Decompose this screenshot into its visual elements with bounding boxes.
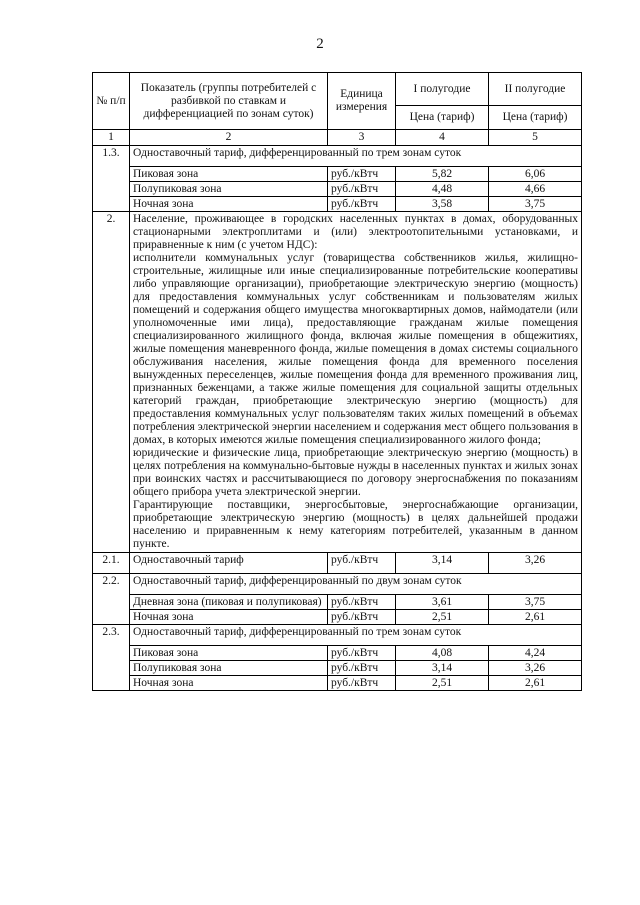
price-first-half: 4,08 (396, 646, 489, 661)
page-number: 2 (316, 36, 324, 52)
zone-name: Ночная зона (130, 676, 328, 691)
zone-name: Полупиковая зона (130, 661, 328, 676)
header-price-second: Цена (тариф) (489, 106, 582, 130)
description-paragraph: юридические и физические лица, приобретающие электрическую энергию (мощность) в целях потребления на коммунально-бытовые нужды в населенных пунктах и жилых зонах при воинских частях и рассчитывающиеся по договору энергоснабжения по показаниям общего прибора учета электрической энергии. (133, 447, 578, 498)
price-second-half: 4,24 (489, 646, 582, 661)
price-first-half: 3,58 (396, 197, 489, 212)
price-first-half: 3,61 (396, 595, 489, 610)
column-index: 2 (130, 130, 328, 146)
price-second-half: 4,66 (489, 182, 582, 197)
section-row (93, 212, 582, 553)
unit-cell: руб./кВтч (328, 661, 396, 676)
price-second-half: 3,75 (489, 595, 582, 610)
column-index: 1 (93, 130, 130, 146)
header-price-first: Цена (тариф) (396, 106, 489, 130)
price-second-half: 3,75 (489, 197, 582, 212)
table-row (93, 182, 582, 197)
section-title: Одноставочный тариф, дифференцированный по трем зонам суток (130, 625, 582, 646)
table-row (93, 646, 582, 661)
price-first-half: 3,14 (396, 661, 489, 676)
section-number: 2.3. (93, 625, 130, 691)
description-paragraph: исполнители коммунальных услуг (товарищества собственников жилья, жилищно-строительные, жилищные или иные специализированные потребительские кооперативы либо управляющие организации), приобретающие электрическую энергию (мощность) для предоставления коммунальных услуг собственникам и пользователям жилых помещений и содержания общего имущества многоквартирных домов, наймодатели (или уполномоченные ими лица), предоставляющие гражданам жилые помещения специализированного жилищного фонда, включая жилые помещения в общежитиях, жилые помещения маневренного фонда, жилые помещения в домах системы социального обслуживания населения, жилые помещения фонда для временного поселения вынужденных переселенцев, жилые помещения фонда для временного проживания лиц, признанных беженцами, а также жилые помещения для социальной защиты отдельных категорий граждан, приобретающие электрическую энергию (мощность) для предоставления коммунальных услуг пользователям таких жилых помещений в объемах потребления электрической энергии населением и содержания мест общего пользования в домах, в которых имеются жилые помещения специализированного жилого фонда; (133, 252, 578, 446)
zone-name: Ночная зона (130, 610, 328, 625)
column-index-row (93, 130, 582, 146)
section-row (93, 146, 582, 167)
unit-cell: руб./кВтч (328, 167, 396, 182)
price-second-half: 3,26 (489, 553, 582, 574)
price-second-half: 6,06 (489, 167, 582, 182)
header-unit: Единица измерения (328, 73, 396, 130)
price-first-half: 2,51 (396, 610, 489, 625)
table-row (93, 595, 582, 610)
zone-name: Дневная зона (пиковая и полупиковая) (130, 595, 328, 610)
section-title: Одноставочный тариф, дифференцированный по трем зонам суток (130, 146, 582, 167)
column-index: 4 (396, 130, 489, 146)
header-indicator: Показатель (группы потребителей с разбивкой по ставкам и дифференциацией по зонам суток) (130, 73, 328, 130)
zone-name: Пиковая зона (130, 167, 328, 182)
section-row (93, 574, 582, 595)
column-index: 3 (328, 130, 396, 146)
price-first-half: 2,51 (396, 676, 489, 691)
table-row (93, 676, 582, 691)
table-row (93, 553, 582, 574)
unit-cell: руб./кВтч (328, 182, 396, 197)
description-paragraph: Гарантирующие поставщики, энергосбытовые, энергоснабжающие организации, приобретающие электрическую энергию (мощность) в целях дальнейшей продажи населению и приравненным к нему категориям потребителей, указанным в данном пункте. (133, 499, 578, 550)
column-index: 5 (489, 130, 582, 146)
tariff-name: Одноставочный тариф (130, 553, 328, 574)
tariff-table (92, 72, 582, 691)
unit-cell: руб./кВтч (328, 610, 396, 625)
section-number: 2. (93, 212, 130, 553)
price-second-half: 2,61 (489, 610, 582, 625)
table-row (93, 661, 582, 676)
price-second-half: 2,61 (489, 676, 582, 691)
unit-cell: руб./кВтч (328, 595, 396, 610)
price-first-half: 4,48 (396, 182, 489, 197)
unit-cell: руб./кВтч (328, 553, 396, 574)
unit-cell: руб./кВтч (328, 676, 396, 691)
zone-name: Пиковая зона (130, 646, 328, 661)
section-row (93, 625, 582, 646)
unit-cell: руб./кВтч (328, 197, 396, 212)
section-number: 2.1. (93, 553, 130, 574)
header-row (93, 73, 582, 106)
zone-name: Полупиковая зона (130, 182, 328, 197)
section-number: 2.2. (93, 574, 130, 625)
table-row (93, 610, 582, 625)
header-first-half: I полугодие (396, 73, 489, 106)
header-number: № п/п (93, 73, 130, 130)
description-paragraph: Население, проживающее в городских населенных пунктах в домах, оборудованных стационарными электроплитами и (или) электроотопительными установками, и приравненные к ним (с учетом НДС): (133, 213, 578, 251)
zone-name: Ночная зона (130, 197, 328, 212)
price-second-half: 3,26 (489, 661, 582, 676)
header-second-half: II полугодие (489, 73, 582, 106)
section-number: 1.3. (93, 146, 130, 212)
section-description (130, 212, 582, 553)
unit-cell: руб./кВтч (328, 646, 396, 661)
table-row (93, 197, 582, 212)
table-row (93, 167, 582, 182)
section-title: Одноставочный тариф, дифференцированный по двум зонам суток (130, 574, 582, 595)
price-first-half: 5,82 (396, 167, 489, 182)
price-first-half: 3,14 (396, 553, 489, 574)
